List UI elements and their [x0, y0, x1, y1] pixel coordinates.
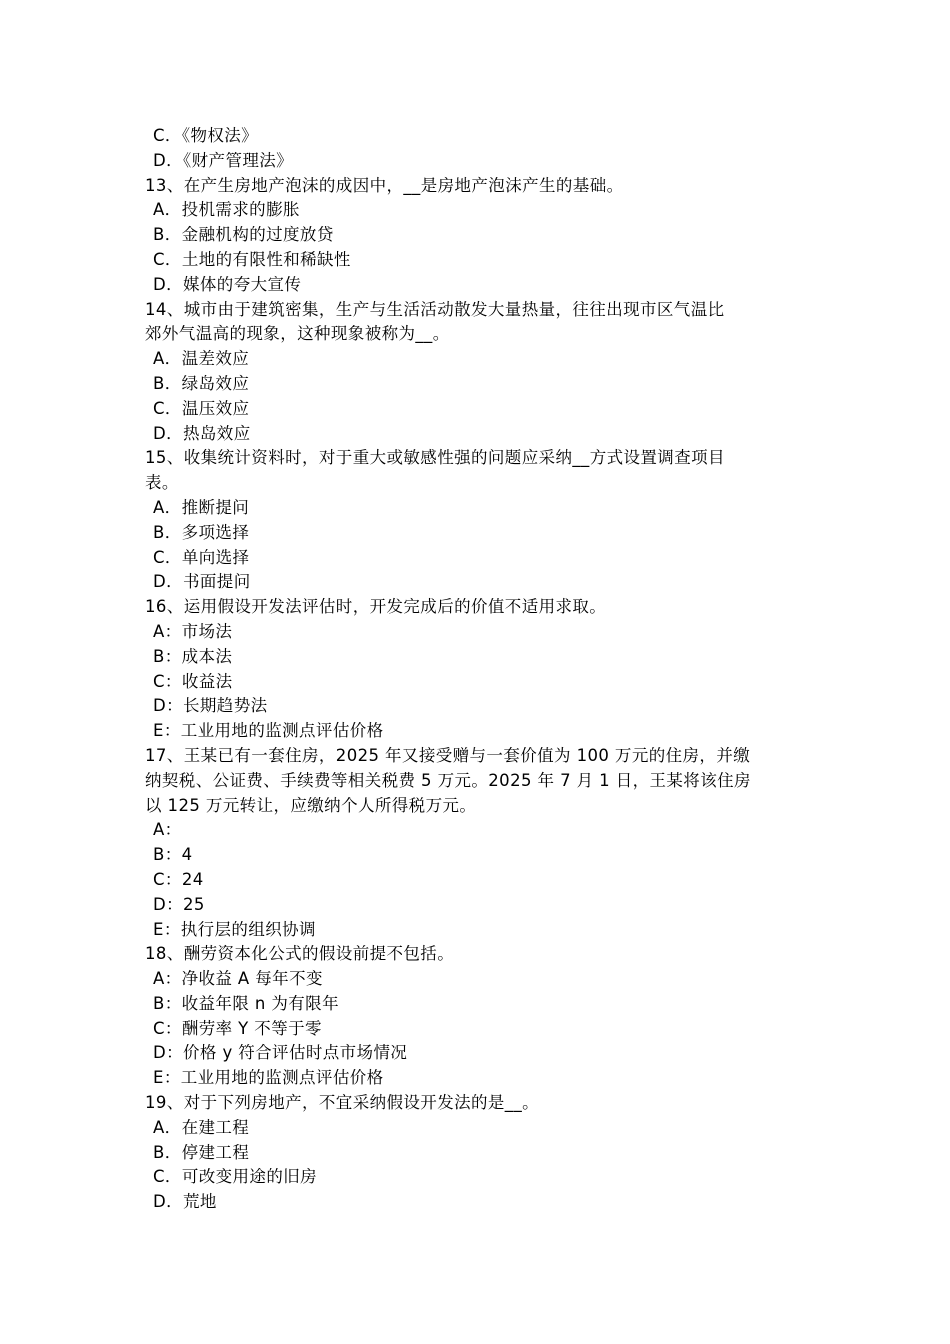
answer-option: D．荒地 — [153, 1192, 217, 1212]
question-text-line: 郊外气温高的现象，这种现象被称为__。 — [145, 324, 450, 344]
answer-option: C．土地的有限性和稀缺性 — [153, 249, 351, 269]
question-text-line: 16、运用假设开发法评估时，开发完成后的价值不适用求取。 — [145, 597, 607, 617]
question-list — [145, 124, 810, 1215]
question-text-line: 19、对于下列房地产，不宜采纳假设开发法的是__。 — [145, 1093, 539, 1113]
answer-option: B：4 — [153, 845, 193, 865]
answer-option: B：收益年限 n 为有限年 — [153, 993, 339, 1013]
question-text-line: 15、收集统计资料时，对于重大或敏感性强的问题应采纳__方式设置调查项目 — [145, 448, 725, 468]
answer-option: A：市场法 — [153, 621, 233, 641]
answer-option: B．绿岛效应 — [153, 373, 250, 393]
answer-option: A．在建工程 — [153, 1117, 250, 1137]
answer-option: D．《财产管理法》 — [153, 150, 294, 170]
answer-option: D：长期趋势法 — [153, 696, 268, 716]
answer-option: C．可改变用途的旧房 — [153, 1167, 318, 1187]
answer-option: C．单向选择 — [153, 547, 250, 567]
answer-option: C．温压效应 — [153, 398, 250, 418]
answer-option: A： — [153, 820, 182, 840]
answer-option: A：净收益 A 每年不变 — [153, 969, 323, 989]
question-text-line: 18、酬劳资本化公式的假设前提不包括。 — [145, 944, 455, 964]
question-text-line: 14、城市由于建筑密集，生产与生活活动散发大量热量，往往出现市区气温比 — [145, 299, 725, 319]
question-text-line: 以 125 万元转让，应缴纳个人所得税万元。 — [145, 795, 477, 815]
answer-option: D．热岛效应 — [153, 423, 251, 443]
answer-option: C：酬劳率 Y 不等于零 — [153, 1018, 322, 1038]
answer-option: D．书面提问 — [153, 572, 251, 592]
answer-option: D：价格 y 符合评估时点市场情况 — [153, 1043, 408, 1063]
question-text-line: 17、王某已有一套住房，2025 年又接受赠与一套价值为 100 万元的住房，并缴 — [145, 745, 751, 765]
answer-option: C：24 — [153, 869, 204, 889]
answer-option: B．金融机构的过度放贷 — [153, 225, 334, 245]
answer-option: C：收益法 — [153, 671, 233, 691]
answer-option: D：25 — [153, 894, 205, 914]
answer-option: E：执行层的组织协调 — [153, 919, 316, 939]
answer-option: A．投机需求的膨胀 — [153, 200, 300, 220]
answer-option: E：工业用地的监测点评估价格 — [153, 1068, 384, 1088]
answer-option: B．多项选择 — [153, 522, 250, 542]
answer-option: C．《物权法》 — [153, 126, 259, 145]
question-text-line: 纳契税、公证费、手续费等相关税费 5 万元。2025 年 7 月 1 日，王某将该住房 — [145, 770, 751, 790]
answer-option: B．停建工程 — [153, 1142, 250, 1162]
answer-option: A．推断提问 — [153, 497, 250, 517]
answer-option: D．媒体的夸大宣传 — [153, 274, 302, 294]
answer-option: B：成本法 — [153, 646, 233, 666]
answer-option: E：工业用地的监测点评估价格 — [153, 721, 384, 741]
question-text-line: 13、在产生房地产泡沫的成因中，__是房地产泡沫产生的基础。 — [145, 175, 624, 195]
answer-option: A．温差效应 — [153, 349, 250, 369]
question-text-line: 表。 — [145, 473, 179, 493]
